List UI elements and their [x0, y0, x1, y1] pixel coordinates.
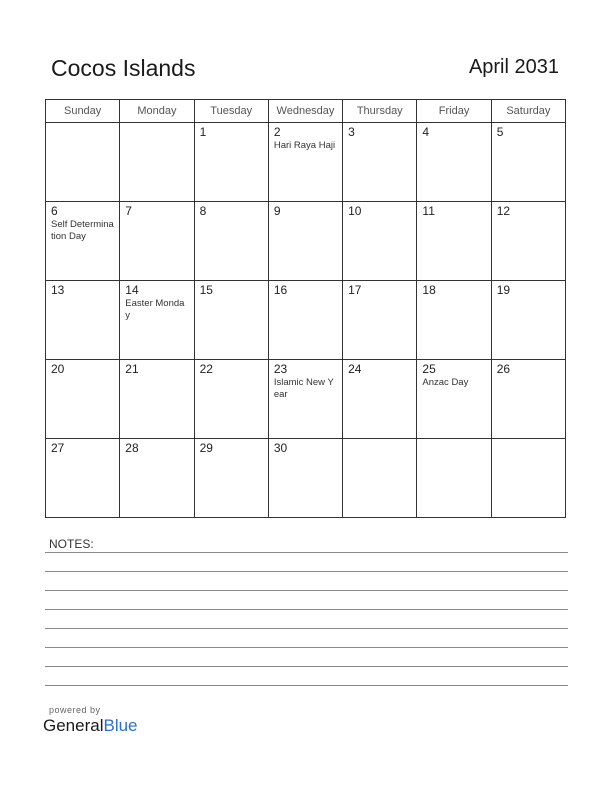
day-number: 6 — [51, 204, 58, 218]
day-cell — [120, 281, 194, 360]
weekday-tuesday: Tuesday — [194, 100, 268, 123]
day-number: 12 — [496, 204, 511, 218]
day-number: 11 — [422, 204, 435, 218]
day-cell — [268, 202, 342, 281]
day-number: 8 — [199, 204, 207, 218]
day-cell — [343, 360, 417, 439]
day-cell — [194, 439, 268, 518]
calendar-grid — [45, 99, 566, 518]
holiday-label: Anzac Day — [422, 377, 469, 388]
week-row — [46, 123, 566, 202]
day-cell — [491, 123, 565, 202]
day-number: 14 — [125, 283, 139, 297]
generalblue-logo[interactable] — [43, 716, 138, 736]
day-number: 3 — [348, 125, 355, 139]
day-cell — [268, 439, 342, 518]
weekday-saturday: Saturday — [491, 100, 565, 123]
day-number: 10 — [348, 204, 362, 218]
day-cell — [491, 360, 565, 439]
note-line — [45, 685, 568, 686]
calendar-country-title: Cocos Islands — [51, 55, 196, 81]
day-number: 27 — [51, 441, 65, 455]
holiday-label: Hari Raya Haji — [273, 140, 336, 151]
day-number: 22 — [199, 362, 213, 376]
day-cell — [46, 360, 120, 439]
day-cell — [268, 123, 342, 202]
day-number: 7 — [125, 204, 132, 218]
day-number: 23 — [273, 362, 288, 376]
note-line — [45, 590, 568, 591]
day-cell — [46, 281, 120, 360]
day-cell — [268, 281, 342, 360]
day-cell — [120, 439, 194, 518]
powered-by-label: powered by — [49, 705, 101, 715]
week-row — [46, 439, 566, 518]
weekday-sunday: Sunday — [46, 100, 120, 123]
day-number: 20 — [51, 362, 65, 376]
note-line — [45, 666, 568, 667]
day-number: 13 — [51, 283, 65, 297]
day-cell — [46, 202, 120, 281]
day-cell — [120, 360, 194, 439]
holiday-label: Self Determination Day — [51, 219, 114, 242]
weekday-friday: Friday — [417, 100, 491, 123]
day-cell — [491, 202, 565, 281]
day-number: 2 — [273, 125, 281, 139]
week-row — [46, 202, 566, 281]
holiday-label: Easter Monday — [125, 298, 185, 321]
day-cell — [120, 202, 194, 281]
day-cell — [417, 360, 491, 439]
day-number: 1 — [199, 125, 207, 139]
day-number: 29 — [199, 441, 213, 455]
day-cell — [343, 439, 417, 518]
week-row — [46, 360, 566, 439]
day-cell — [194, 360, 268, 439]
day-number: 15 — [199, 283, 213, 297]
weekday-monday: Monday — [120, 100, 194, 123]
holiday-label: Islamic New Year — [273, 377, 334, 400]
day-cell — [194, 202, 268, 281]
day-number: 21 — [125, 362, 139, 376]
day-number: 16 — [273, 283, 288, 297]
day-cell — [343, 123, 417, 202]
note-line — [45, 571, 568, 572]
day-cell — [120, 123, 194, 202]
brand-general-text: General — [43, 716, 104, 735]
weekday-header-row — [46, 100, 566, 123]
day-cell — [268, 360, 342, 439]
notes-label: NOTES: — [49, 537, 94, 551]
brand-blue-text: Blue — [103, 716, 138, 735]
day-cell — [417, 439, 491, 518]
weekday-wednesday: Wednesday — [268, 100, 342, 123]
note-line — [45, 647, 568, 648]
note-line — [45, 628, 568, 629]
day-cell — [46, 439, 120, 518]
day-number: 18 — [422, 283, 436, 297]
day-cell — [491, 439, 565, 518]
week-row — [46, 281, 566, 360]
day-number: 24 — [348, 362, 362, 376]
day-cell — [194, 123, 268, 202]
weekday-thursday: Thursday — [343, 100, 417, 123]
day-number: 4 — [422, 125, 430, 139]
day-cell — [46, 123, 120, 202]
day-cell — [417, 202, 491, 281]
day-number: 19 — [496, 283, 511, 297]
day-number: 25 — [422, 362, 436, 376]
day-cell — [417, 123, 491, 202]
day-cell — [343, 202, 417, 281]
day-number: 28 — [125, 441, 139, 455]
day-cell — [343, 281, 417, 360]
day-number: 30 — [273, 441, 288, 455]
note-line — [45, 552, 568, 553]
day-cell — [194, 281, 268, 360]
day-number: 9 — [273, 204, 281, 218]
note-line — [45, 609, 568, 610]
day-number: 17 — [348, 283, 362, 297]
day-cell — [491, 281, 565, 360]
day-number: 26 — [496, 362, 511, 376]
day-number: 5 — [496, 125, 504, 139]
calendar-month-title: April 2031 — [468, 56, 559, 78]
day-cell — [417, 281, 491, 360]
